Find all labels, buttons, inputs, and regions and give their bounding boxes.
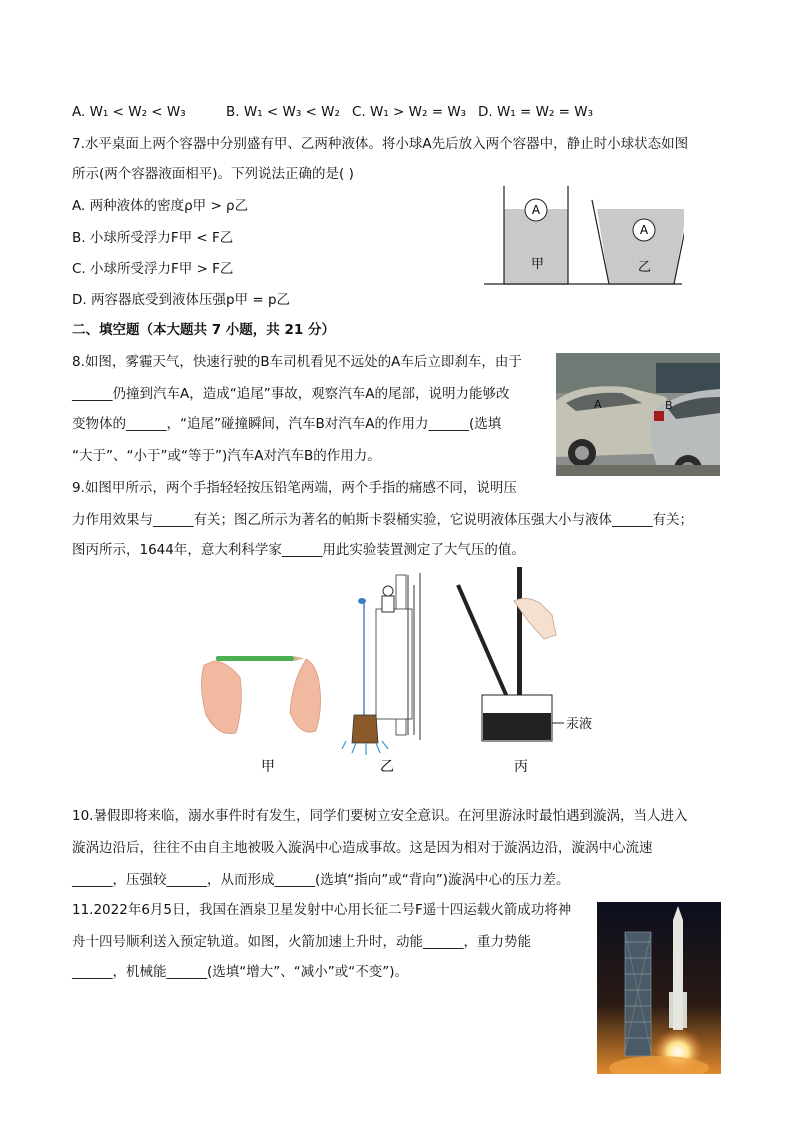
q7-stem-line1: 7.水平桌面上两个容器中分别盛有甲、乙两种液体。将小球A先后放入两个容器中，静止时小球状态如图 bbox=[72, 136, 689, 152]
ball-a-left-label: A bbox=[531, 203, 541, 217]
q8-line2: ______仍撞到汽车A，造成“追尾”事故，观察汽车A的尾部，说明力能够改 bbox=[72, 386, 510, 402]
section-heading-fill-in: 二、填空题（本大题共 7 小题，共 21 分） bbox=[72, 322, 335, 338]
q7-option-c: C. 小球所受浮力F甲 > F乙 bbox=[72, 261, 234, 277]
q11-line3: ______，机械能______(选填“增大”、“减小”或“不变”)。 bbox=[72, 964, 408, 980]
ball-a-right-label: A bbox=[639, 223, 649, 237]
q11-rocket-photo bbox=[597, 902, 721, 1074]
figure-torricelli bbox=[458, 567, 592, 775]
q7-container-figure bbox=[484, 182, 684, 288]
q7-stem-line2: 所示(两个容器液面相平)。下列说法正确的是( ) bbox=[72, 166, 354, 182]
q6-option-d: D. W₁ = W₂ = W₃ bbox=[478, 104, 594, 120]
q9-figures bbox=[196, 565, 616, 780]
figure-yi-pascal-barrel bbox=[342, 573, 420, 775]
q9-line1: 9.如图甲所示，两个手指轻轻按压铅笔两端，两个手指的痛感不同，说明压 bbox=[72, 480, 517, 496]
q8-line1: 8.如图，雾霾天气，快速行驶的B车司机看见不远处的A车后立即刹车，由于 bbox=[72, 354, 522, 370]
q8-line4: “大于”、“小于”或“等于”)汽车A对汽车B的作用力。 bbox=[72, 448, 381, 464]
q11-line2: 舟十四号顺利送入预定轨道。如图，火箭加速上升时，动能______，重力势能 bbox=[72, 934, 531, 950]
q7-option-d: D. 两容器底受到液体压强p甲 = p乙 bbox=[72, 292, 291, 308]
q10-line3: ______，压强较______，从而形成______(选填“指向”或“背向”)漩涡中心的压力差。 bbox=[72, 872, 570, 888]
q9-line3: 图丙所示，1644年，意大利科学家______用此实验装置测定了大气压的值。 bbox=[72, 542, 525, 558]
q7-option-a: A. 两种液体的密度ρ甲 > ρ乙 bbox=[72, 198, 249, 214]
q8-collision-photo bbox=[556, 353, 720, 476]
mercury-label: 汞液 bbox=[566, 717, 593, 732]
q6-option-b: B. W₁ < W₃ < W₂ bbox=[226, 104, 340, 120]
q6-option-a: A. W₁ < W₂ < W₃ bbox=[72, 104, 186, 120]
figure-yi-label: 乙 bbox=[380, 759, 394, 775]
q8-line3: 变物体的______，“追尾”碰撞瞬间，汽车B对汽车A的作用力______(选填 bbox=[72, 416, 502, 432]
q10-line1: 10.暑假即将来临，溺水事件时有发生，同学们要树立安全意识。在河里游泳时最怕遇到漩涡，当人进入 bbox=[72, 808, 688, 824]
q7-option-b: B. 小球所受浮力F甲 < F乙 bbox=[72, 230, 234, 246]
car-a-label: A bbox=[594, 398, 602, 411]
figure-jia-label: 甲 bbox=[261, 759, 275, 775]
q10-line2: 漩涡边沿后，往往不由自主地被吸入漩涡中心造成事故。这是因为相对于漩涡边沿，漩涡中心流速 bbox=[72, 840, 653, 856]
container-yi-label: 乙 bbox=[638, 260, 652, 275]
q11-line1: 11.2022年6月5日，我国在酒泉卫星发射中心用长征二号F遥十四运载火箭成功将神 bbox=[72, 902, 572, 918]
q9-line2: 力作用效果与______有关；图乙所示为著名的帕斯卡裂桶实验，它说明液体压强大小与液体______有关； bbox=[72, 512, 693, 528]
car-b-label: B bbox=[665, 399, 673, 412]
figure-bing-label: 丙 bbox=[514, 759, 528, 775]
container-jia-label: 甲 bbox=[531, 257, 545, 272]
q6-option-c: C. W₁ > W₂ = W₃ bbox=[352, 104, 467, 120]
figure-jia-pencil-hands bbox=[201, 656, 320, 775]
